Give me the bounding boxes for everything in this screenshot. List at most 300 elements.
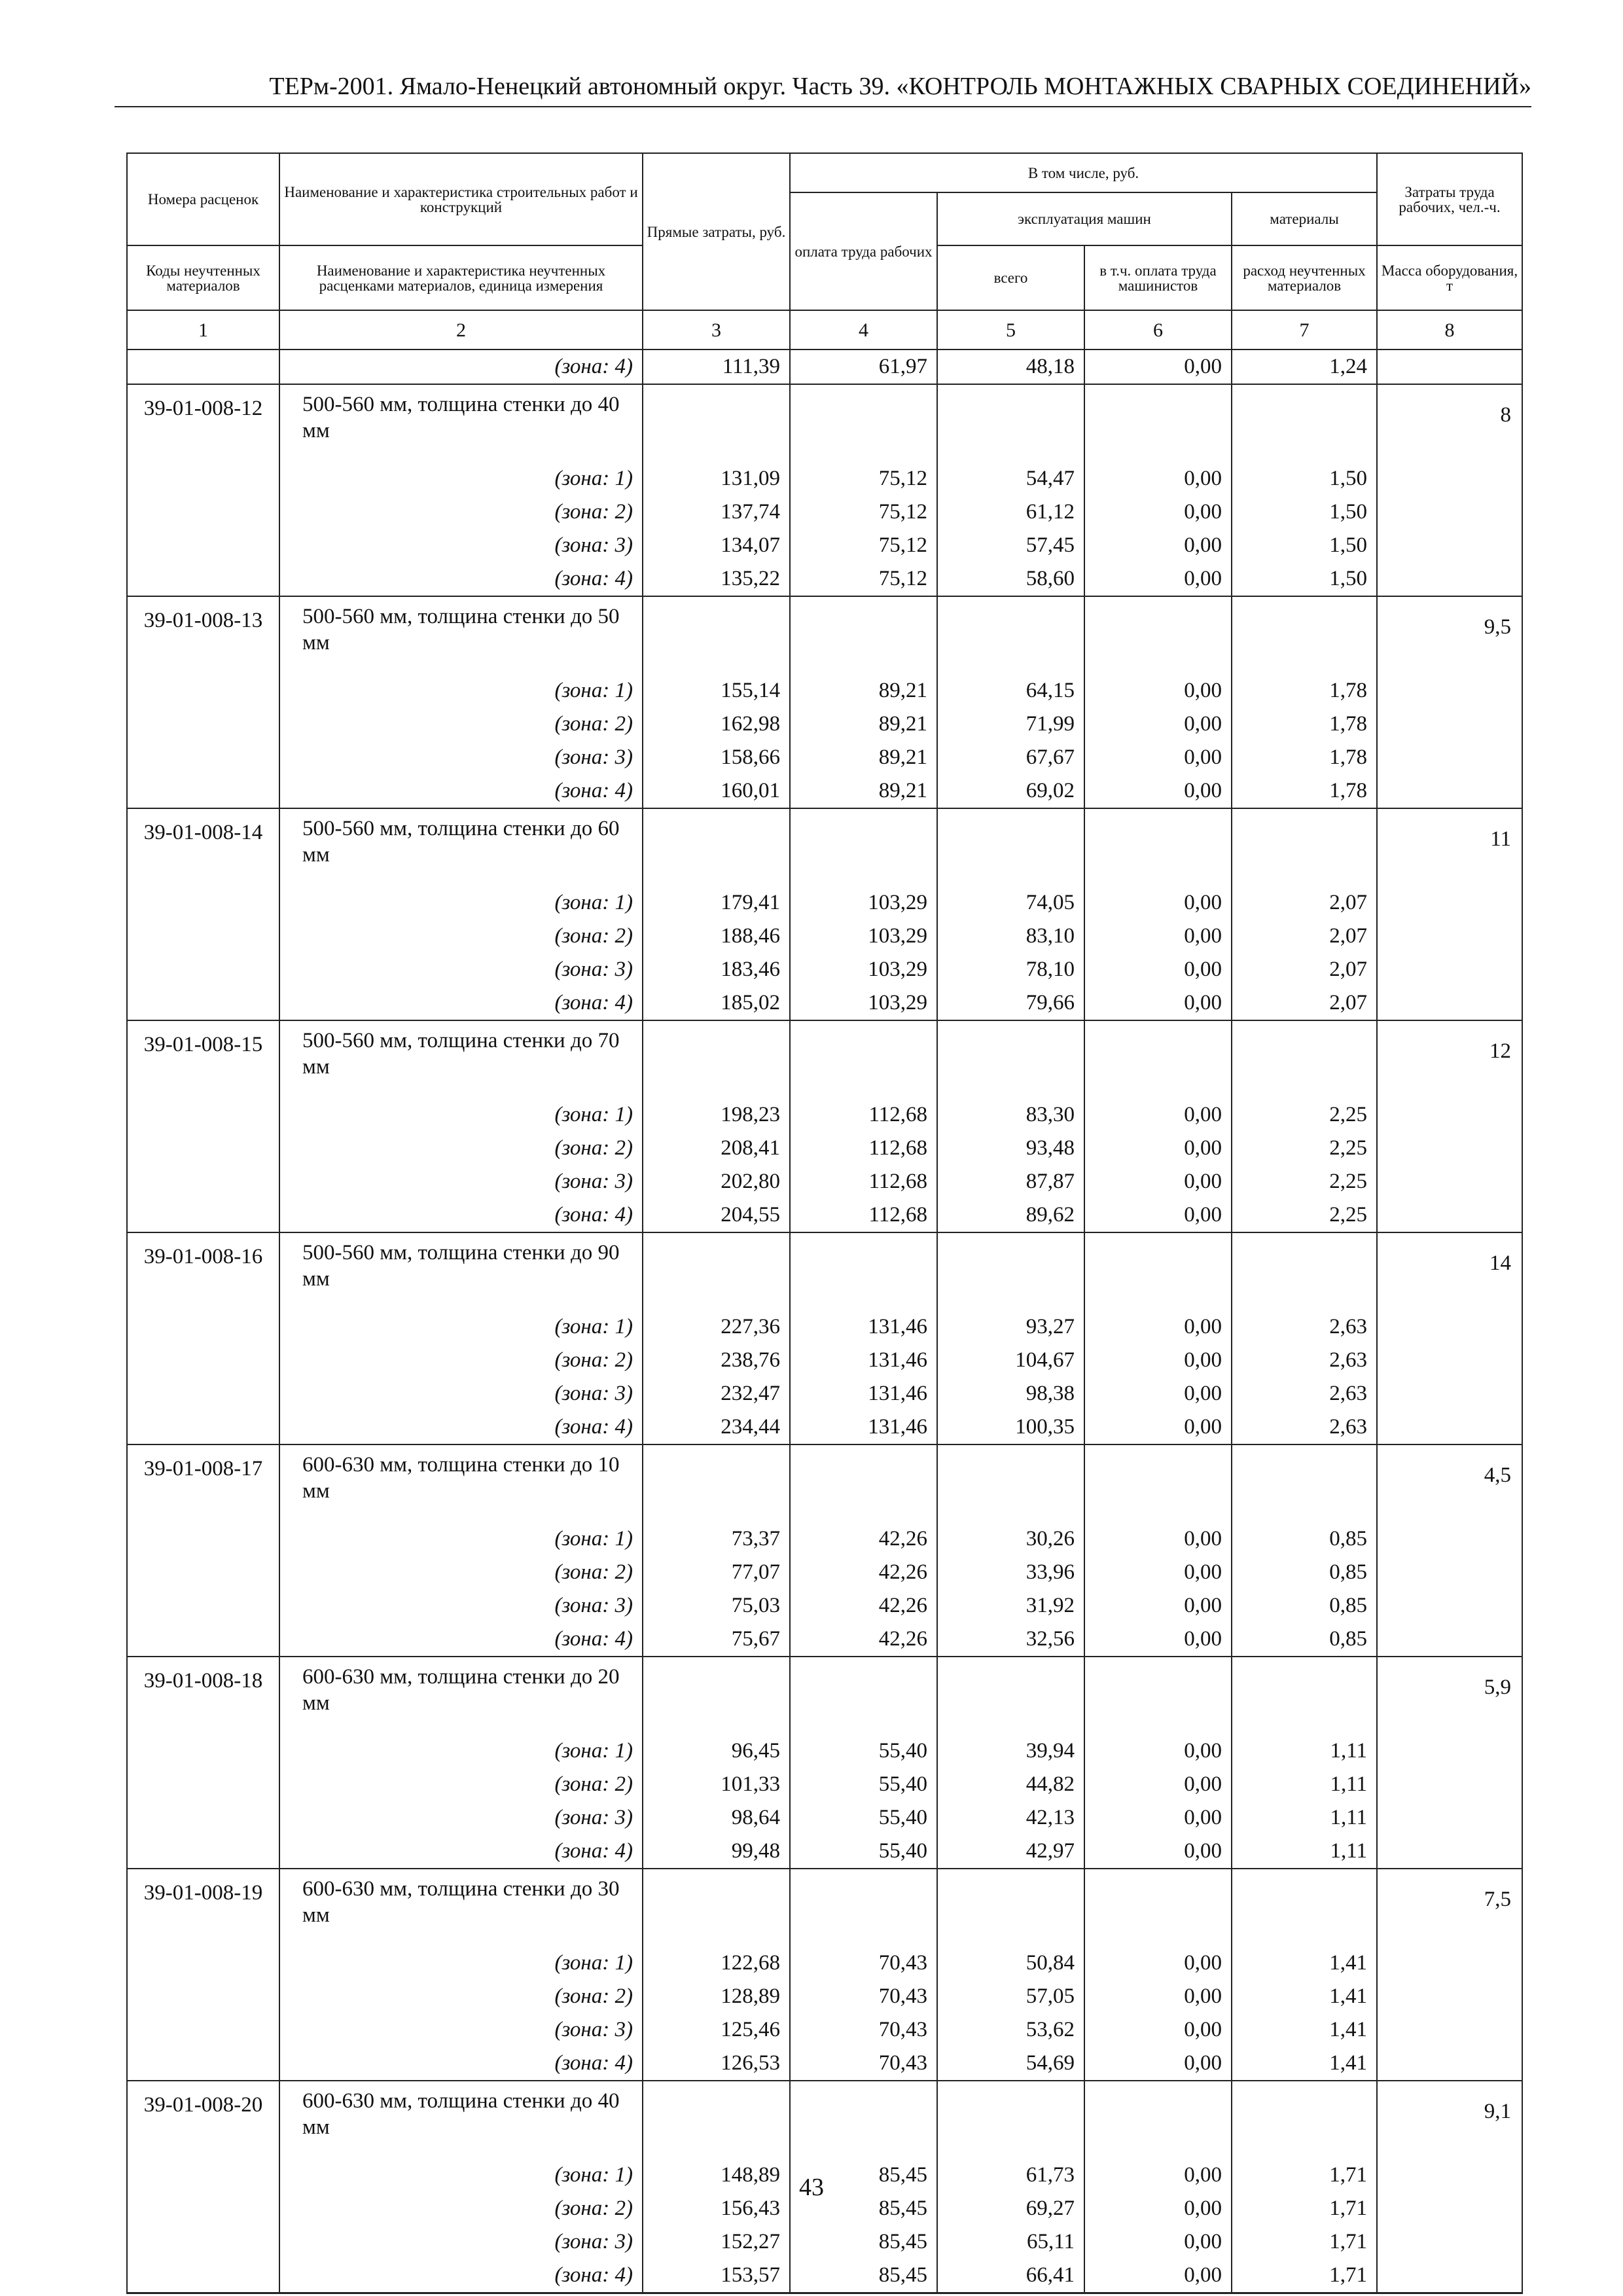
zone-label: (зона: 3) xyxy=(279,529,643,562)
machines-total-cell: 87,87 xyxy=(937,1165,1084,1198)
machinist-pay-cell: 0,00 xyxy=(1084,920,1232,953)
header-rate-numbers: Номера расценок xyxy=(127,153,279,245)
worker-pay-cell: 85,45 xyxy=(790,2259,937,2293)
machines-total-cell: 71,99 xyxy=(937,708,1084,741)
direct-cost-cell: 183,46 xyxy=(643,953,790,986)
materials-cell: 1,50 xyxy=(1232,495,1377,529)
machinist-pay-cell: 0,00 xyxy=(1084,953,1232,986)
rate-group-header xyxy=(127,808,1522,886)
labor-cost-cell: 8 xyxy=(1377,384,1522,462)
rate-code: 39-01-008-18 xyxy=(127,1657,279,1734)
materials-cell: 1,78 xyxy=(1232,774,1377,808)
direct-cost-cell: 131,09 xyxy=(643,462,790,495)
zone-row xyxy=(127,1946,1522,1980)
machines-total-cell: 33,96 xyxy=(937,1556,1084,1589)
machines-total-cell: 65,11 xyxy=(937,2225,1084,2259)
machinist-pay-cell: 0,00 xyxy=(1084,774,1232,808)
machines-total-cell: 39,94 xyxy=(937,1734,1084,1768)
materials-cell: 2,63 xyxy=(1232,1344,1377,1377)
worker-pay-cell: 75,12 xyxy=(790,462,937,495)
zone-label: (зона: 2) xyxy=(279,920,643,953)
zone-row xyxy=(127,1132,1522,1165)
materials-cell: 2,07 xyxy=(1232,920,1377,953)
rate-title: 500-560 мм, толщина стенки до 70 мм xyxy=(279,1020,643,1098)
zone-row xyxy=(127,562,1522,596)
column-number: 7 xyxy=(1232,310,1377,350)
zone-label: (зона: 4) xyxy=(279,2259,643,2293)
zone-row xyxy=(127,1801,1522,1835)
machinist-pay-cell: 0,00 xyxy=(1084,1198,1232,1232)
materials-cell: 2,25 xyxy=(1232,1132,1377,1165)
materials-cell: 1,50 xyxy=(1232,462,1377,495)
zone-row xyxy=(127,741,1522,774)
worker-pay-cell: 42,26 xyxy=(790,1556,937,1589)
zone-row xyxy=(127,708,1522,741)
worker-pay-cell: 85,45 xyxy=(790,2192,937,2225)
worker-pay-cell: 131,46 xyxy=(790,1344,937,1377)
zone-label: (зона: 3) xyxy=(279,2013,643,2047)
direct-cost-cell: 156,43 xyxy=(643,2192,790,2225)
machinist-pay-cell: 0,00 xyxy=(1084,562,1232,596)
machines-total-cell: 69,27 xyxy=(937,2192,1084,2225)
machines-total-cell: 93,48 xyxy=(937,1132,1084,1165)
direct-cost-cell: 128,89 xyxy=(643,1980,790,2013)
materials-cell: 1,41 xyxy=(1232,2047,1377,2081)
zone-row xyxy=(127,495,1522,529)
header-equipment-mass: Масса оборудования, т xyxy=(1377,245,1522,310)
machinist-pay-cell: 0,00 xyxy=(1084,1556,1232,1589)
machinist-pay-cell: 0,00 xyxy=(1084,1835,1232,1869)
machines-total-cell: 57,45 xyxy=(937,529,1084,562)
machinist-pay-cell: 0,00 xyxy=(1084,1310,1232,1344)
table-header xyxy=(127,153,1522,350)
machines-total-cell: 64,15 xyxy=(937,674,1084,708)
header-material-consumption: расход неучтенных материалов xyxy=(1232,245,1377,310)
materials-cell: 1,50 xyxy=(1232,562,1377,596)
zone-row xyxy=(127,1377,1522,1410)
page-number: 43 xyxy=(799,2174,824,2201)
rate-group-header xyxy=(127,1869,1522,1946)
worker-pay-cell: 70,43 xyxy=(790,2047,937,2081)
worker-pay-cell: 42,26 xyxy=(790,1589,937,1623)
machinist-pay-cell: 0,00 xyxy=(1084,674,1232,708)
machines-total-cell: 61,12 xyxy=(937,495,1084,529)
header-worker-pay: оплата труда рабочих xyxy=(790,192,937,310)
header-machines-total: всего xyxy=(937,245,1084,310)
machines-total-cell: 93,27 xyxy=(937,1310,1084,1344)
machines-total-cell: 58,60 xyxy=(937,562,1084,596)
materials-cell: 2,25 xyxy=(1232,1198,1377,1232)
materials-cell: 1,41 xyxy=(1232,1980,1377,2013)
machines-total-cell: 74,05 xyxy=(937,886,1084,920)
rate-code: 39-01-008-13 xyxy=(127,596,279,674)
rate-title: 600-630 мм, толщина стенки до 10 мм xyxy=(279,1444,643,1522)
direct-cost-cell: 98,64 xyxy=(643,1801,790,1835)
zone-label: (зона: 4) xyxy=(279,1623,643,1657)
machinist-pay-cell: 0,00 xyxy=(1084,529,1232,562)
zone-label: (зона: 2) xyxy=(279,1768,643,1801)
materials-cell: 0,85 xyxy=(1232,1623,1377,1657)
machines-total-cell: 89,62 xyxy=(937,1198,1084,1232)
direct-cost-cell: 158,66 xyxy=(643,741,790,774)
machinist-pay-cell: 0,00 xyxy=(1084,2192,1232,2225)
direct-cost-cell: 99,48 xyxy=(643,1835,790,1869)
machinist-pay-cell: 0,00 xyxy=(1084,1410,1232,1444)
machines-total-cell: 67,67 xyxy=(937,741,1084,774)
worker-pay-cell: 75,12 xyxy=(790,562,937,596)
zone-label: (зона: 4) xyxy=(279,562,643,596)
direct-cost-cell: 162,98 xyxy=(643,708,790,741)
machinist-pay-cell: 0,00 xyxy=(1084,1522,1232,1556)
zone-label: (зона: 1) xyxy=(279,1946,643,1980)
zone-row xyxy=(127,1734,1522,1768)
rate-code: 39-01-008-12 xyxy=(127,384,279,462)
zone-label: (зона: 4) xyxy=(279,1835,643,1869)
rate-group-header xyxy=(127,1020,1522,1098)
direct-cost-cell: 202,80 xyxy=(643,1165,790,1198)
machines-total-cell: 48,18 xyxy=(937,350,1084,384)
machines-total-cell: 79,66 xyxy=(937,986,1084,1020)
direct-cost-cell: 160,01 xyxy=(643,774,790,808)
machines-total-cell: 69,02 xyxy=(937,774,1084,808)
rate-group-header xyxy=(127,596,1522,674)
machinist-pay-cell: 0,00 xyxy=(1084,1734,1232,1768)
materials-cell: 1,11 xyxy=(1232,1801,1377,1835)
worker-pay-cell: 42,26 xyxy=(790,1623,937,1657)
header-direct-costs: Прямые затраты, руб. xyxy=(643,153,790,310)
worker-pay-cell: 75,12 xyxy=(790,495,937,529)
worker-pay-cell: 85,45 xyxy=(790,2225,937,2259)
direct-cost-cell: 101,33 xyxy=(643,1768,790,1801)
worker-pay-cell: 103,29 xyxy=(790,986,937,1020)
zone-row xyxy=(127,1556,1522,1589)
worker-pay-cell: 112,68 xyxy=(790,1198,937,1232)
machinist-pay-cell: 0,00 xyxy=(1084,495,1232,529)
zone-label: (зона: 1) xyxy=(279,1098,643,1132)
column-number: 3 xyxy=(643,310,790,350)
machinist-pay-cell: 0,00 xyxy=(1084,1132,1232,1165)
zone-label: (зона: 2) xyxy=(279,495,643,529)
worker-pay-cell: 131,46 xyxy=(790,1377,937,1410)
header-including: В том числе, руб. xyxy=(790,153,1377,192)
labor-cost-cell: 9,1 xyxy=(1377,2081,1522,2159)
materials-cell: 1,71 xyxy=(1232,2159,1377,2192)
zone-label: (зона: 1) xyxy=(279,462,643,495)
machines-total-cell: 50,84 xyxy=(937,1946,1084,1980)
worker-pay-cell: 103,29 xyxy=(790,953,937,986)
rate-code: 39-01-008-14 xyxy=(127,808,279,886)
machines-total-cell: 100,35 xyxy=(937,1410,1084,1444)
worker-pay-cell: 61,97 xyxy=(790,350,937,384)
machinist-pay-cell: 0,00 xyxy=(1084,741,1232,774)
zone-row xyxy=(127,2047,1522,2081)
zone-row xyxy=(127,2013,1522,2047)
zone-label: (зона: 1) xyxy=(279,886,643,920)
zone-label: (зона: 2) xyxy=(279,1132,643,1165)
direct-cost-cell: 155,14 xyxy=(643,674,790,708)
labor-cost-cell: 5,9 xyxy=(1377,1657,1522,1734)
machinist-pay-cell: 0,00 xyxy=(1084,1623,1232,1657)
header-machine-operation: эксплуатация машин xyxy=(937,192,1232,245)
zone-row xyxy=(127,529,1522,562)
header-rule xyxy=(115,106,1531,107)
direct-cost-cell: 125,46 xyxy=(643,2013,790,2047)
labor-cost-cell: 14 xyxy=(1377,1232,1522,1310)
zone-label: (зона: 4) xyxy=(279,986,643,1020)
materials-cell: 1,71 xyxy=(1232,2225,1377,2259)
zone-row xyxy=(127,1198,1522,1232)
direct-cost-cell: 73,37 xyxy=(643,1522,790,1556)
rate-group-header xyxy=(127,384,1522,462)
rate-title: 500-560 мм, толщина стенки до 40 мм xyxy=(279,384,643,462)
zone-row xyxy=(127,1980,1522,2013)
rate-title: 600-630 мм, толщина стенки до 20 мм xyxy=(279,1657,643,1734)
materials-cell: 1,78 xyxy=(1232,741,1377,774)
column-number: 8 xyxy=(1377,310,1522,350)
direct-cost-cell: 238,76 xyxy=(643,1344,790,1377)
machines-total-cell: 66,41 xyxy=(937,2259,1084,2293)
column-number: 2 xyxy=(279,310,643,350)
zone-row xyxy=(127,1344,1522,1377)
machinist-pay-cell: 0,00 xyxy=(1084,2159,1232,2192)
machinist-pay-cell: 0,00 xyxy=(1084,1980,1232,2013)
rates-table xyxy=(126,152,1523,2294)
zone-row xyxy=(127,1623,1522,1657)
zone-label: (зона: 3) xyxy=(279,1589,643,1623)
zone-row xyxy=(127,1098,1522,1132)
zone-row xyxy=(127,462,1522,495)
rate-title: 500-560 мм, толщина стенки до 50 мм xyxy=(279,596,643,674)
machinist-pay-cell: 0,00 xyxy=(1084,986,1232,1020)
zone-row xyxy=(127,1410,1522,1444)
materials-cell: 1,41 xyxy=(1232,1946,1377,1980)
direct-cost-cell: 126,53 xyxy=(643,2047,790,2081)
rate-group-header xyxy=(127,1232,1522,1310)
zone-label: (зона: 4) xyxy=(279,2047,643,2081)
direct-cost-cell: 75,03 xyxy=(643,1589,790,1623)
worker-pay-cell: 131,46 xyxy=(790,1410,937,1444)
materials-cell: 2,63 xyxy=(1232,1310,1377,1344)
rate-group-header xyxy=(127,1657,1522,1734)
worker-pay-cell: 112,68 xyxy=(790,1098,937,1132)
machinist-pay-cell: 0,00 xyxy=(1084,1377,1232,1410)
rate-group-header xyxy=(127,1444,1522,1522)
zone-label: (зона: 4) xyxy=(279,1198,643,1232)
materials-cell: 1,24 xyxy=(1232,350,1377,384)
worker-pay-cell: 55,40 xyxy=(790,1768,937,1801)
materials-cell: 1,71 xyxy=(1232,2192,1377,2225)
direct-cost-cell: 135,22 xyxy=(643,562,790,596)
machines-total-cell: 104,67 xyxy=(937,1344,1084,1377)
worker-pay-cell: 70,43 xyxy=(790,1980,937,2013)
machinist-pay-cell: 0,00 xyxy=(1084,2225,1232,2259)
direct-cost-cell: 204,55 xyxy=(643,1198,790,1232)
direct-cost-cell: 179,41 xyxy=(643,886,790,920)
materials-cell: 2,07 xyxy=(1232,986,1377,1020)
worker-pay-cell: 89,21 xyxy=(790,674,937,708)
zone-label: (зона: 2) xyxy=(279,1980,643,2013)
zone-row xyxy=(127,1835,1522,1869)
zone-row xyxy=(127,1310,1522,1344)
machinist-pay-cell: 0,00 xyxy=(1084,1165,1232,1198)
table-body xyxy=(127,350,1522,2293)
materials-cell: 2,63 xyxy=(1232,1377,1377,1410)
machinist-pay-cell: 0,00 xyxy=(1084,2047,1232,2081)
materials-cell: 0,85 xyxy=(1232,1589,1377,1623)
zone-label: (зона: 4) xyxy=(279,774,643,808)
rate-title: 500-560 мм, толщина стенки до 90 мм xyxy=(279,1232,643,1310)
rate-code: 39-01-008-20 xyxy=(127,2081,279,2159)
materials-cell: 2,07 xyxy=(1232,953,1377,986)
machinist-pay-cell: 0,00 xyxy=(1084,1098,1232,1132)
machinist-pay-cell: 0,00 xyxy=(1084,886,1232,920)
direct-cost-cell: 153,57 xyxy=(643,2259,790,2293)
rate-title: 600-630 мм, толщина стенки до 40 мм xyxy=(279,2081,643,2159)
zone-row xyxy=(127,1165,1522,1198)
worker-pay-cell: 89,21 xyxy=(790,774,937,808)
column-number: 1 xyxy=(127,310,279,350)
zone-label: (зона: 4) xyxy=(279,1410,643,1444)
machines-total-cell: 57,05 xyxy=(937,1980,1084,2013)
zone-label: (зона: 2) xyxy=(279,2192,643,2225)
materials-cell: 0,85 xyxy=(1232,1556,1377,1589)
zone-row xyxy=(127,674,1522,708)
labor-cost-cell: 12 xyxy=(1377,1020,1522,1098)
header-machinist-pay: в т.ч. оплата труда машинистов xyxy=(1084,245,1232,310)
zone-row xyxy=(127,1589,1522,1623)
direct-cost-cell: 137,74 xyxy=(643,495,790,529)
direct-cost-cell: 152,27 xyxy=(643,2225,790,2259)
zone-label: (зона: 3) xyxy=(279,953,643,986)
direct-cost-cell: 234,44 xyxy=(643,1410,790,1444)
materials-cell: 2,07 xyxy=(1232,886,1377,920)
materials-cell: 2,63 xyxy=(1232,1410,1377,1444)
zone-row xyxy=(127,1522,1522,1556)
materials-cell: 1,71 xyxy=(1232,2259,1377,2293)
zone-row xyxy=(127,986,1522,1020)
machinist-pay-cell: 0,00 xyxy=(1084,462,1232,495)
worker-pay-cell: 89,21 xyxy=(790,741,937,774)
zone-label: (зона: 3) xyxy=(279,1165,643,1198)
worker-pay-cell: 131,46 xyxy=(790,1310,937,1344)
direct-cost-cell: 198,23 xyxy=(643,1098,790,1132)
machines-total-cell: 61,73 xyxy=(937,2159,1084,2192)
machines-total-cell: 31,92 xyxy=(937,1589,1084,1623)
header-work-description: Наименование и характеристика строительных работ и конструкций xyxy=(279,153,643,245)
labor-cost-cell: 7,5 xyxy=(1377,1869,1522,1946)
zone-label: (зона: 1) xyxy=(279,1522,643,1556)
machines-total-cell: 78,10 xyxy=(937,953,1084,986)
zone-label: (зона: 3) xyxy=(279,741,643,774)
machinist-pay-cell: 0,00 xyxy=(1084,1589,1232,1623)
rate-title: 600-630 мм, толщина стенки до 30 мм xyxy=(279,1869,643,1946)
machinist-pay-cell: 0,00 xyxy=(1084,708,1232,741)
direct-cost-cell: 227,36 xyxy=(643,1310,790,1344)
machinist-pay-cell: 0,00 xyxy=(1084,350,1232,384)
column-number: 6 xyxy=(1084,310,1232,350)
rate-code: 39-01-008-19 xyxy=(127,1869,279,1946)
worker-pay-cell: 103,29 xyxy=(790,886,937,920)
carry-over-row xyxy=(127,350,1522,384)
materials-cell: 1,78 xyxy=(1232,674,1377,708)
direct-cost-cell: 122,68 xyxy=(643,1946,790,1980)
worker-pay-cell: 103,29 xyxy=(790,920,937,953)
direct-cost-cell: 148,89 xyxy=(643,2159,790,2192)
zone-row xyxy=(127,774,1522,808)
zone-row xyxy=(127,886,1522,920)
materials-cell: 1,50 xyxy=(1232,529,1377,562)
materials-cell: 1,11 xyxy=(1232,1835,1377,1869)
machines-total-cell: 98,38 xyxy=(937,1377,1084,1410)
zone-row xyxy=(127,953,1522,986)
rate-code: 39-01-008-16 xyxy=(127,1232,279,1310)
worker-pay-cell: 70,43 xyxy=(790,2013,937,2047)
header-material-description: Наименование и характеристика неучтенных расценками материалов, единица измерения xyxy=(279,245,643,310)
direct-cost-cell: 77,07 xyxy=(643,1556,790,1589)
machinist-pay-cell: 0,00 xyxy=(1084,1768,1232,1801)
worker-pay-cell: 85,45 xyxy=(790,2159,937,2192)
column-number: 4 xyxy=(790,310,937,350)
machines-total-cell: 44,82 xyxy=(937,1768,1084,1801)
zone-label: (зона: 1) xyxy=(279,674,643,708)
machines-total-cell: 83,30 xyxy=(937,1098,1084,1132)
zone-row xyxy=(127,2259,1522,2293)
materials-cell: 0,85 xyxy=(1232,1522,1377,1556)
materials-cell: 1,78 xyxy=(1232,708,1377,741)
worker-pay-cell: 55,40 xyxy=(790,1835,937,1869)
direct-cost-cell: 232,47 xyxy=(643,1377,790,1410)
header-material-codes: Коды неучтенных материалов xyxy=(127,245,279,310)
zone-label: (зона: 1) xyxy=(279,1734,643,1768)
page-header xyxy=(0,72,1623,111)
worker-pay-cell: 42,26 xyxy=(790,1522,937,1556)
direct-cost-cell: 75,67 xyxy=(643,1623,790,1657)
worker-pay-cell: 112,68 xyxy=(790,1132,937,1165)
zone-label: (зона: 3) xyxy=(279,2225,643,2259)
materials-cell: 1,11 xyxy=(1232,1734,1377,1768)
machinist-pay-cell: 0,00 xyxy=(1084,1946,1232,1980)
worker-pay-cell: 112,68 xyxy=(790,1165,937,1198)
zone-label: (зона: 2) xyxy=(279,1556,643,1589)
labor-cost-cell: 11 xyxy=(1377,808,1522,886)
direct-cost-cell: 96,45 xyxy=(643,1734,790,1768)
column-number: 5 xyxy=(937,310,1084,350)
direct-cost-cell: 134,07 xyxy=(643,529,790,562)
rate-group-header xyxy=(127,2081,1522,2159)
machines-total-cell: 54,47 xyxy=(937,462,1084,495)
worker-pay-cell: 70,43 xyxy=(790,1946,937,1980)
materials-cell: 1,11 xyxy=(1232,1768,1377,1801)
rate-code: 39-01-008-15 xyxy=(127,1020,279,1098)
machinist-pay-cell: 0,00 xyxy=(1084,2013,1232,2047)
machines-total-cell: 42,13 xyxy=(937,1801,1084,1835)
machines-total-cell: 30,26 xyxy=(937,1522,1084,1556)
machines-total-cell: 53,62 xyxy=(937,2013,1084,2047)
zone-label: (зона: 1) xyxy=(279,1310,643,1344)
zone-label: (зона: 1) xyxy=(279,2159,643,2192)
zone-row xyxy=(127,920,1522,953)
worker-pay-cell: 89,21 xyxy=(790,708,937,741)
machinist-pay-cell: 0,00 xyxy=(1084,1801,1232,1835)
header-materials: материалы xyxy=(1232,192,1377,245)
zone-label: (зона: 3) xyxy=(279,1377,643,1410)
direct-cost-cell: 208,41 xyxy=(643,1132,790,1165)
direct-cost-cell: 185,02 xyxy=(643,986,790,1020)
worker-pay-cell: 75,12 xyxy=(790,529,937,562)
machines-total-cell: 32,56 xyxy=(937,1623,1084,1657)
materials-cell: 2,25 xyxy=(1232,1165,1377,1198)
machines-total-cell: 83,10 xyxy=(937,920,1084,953)
